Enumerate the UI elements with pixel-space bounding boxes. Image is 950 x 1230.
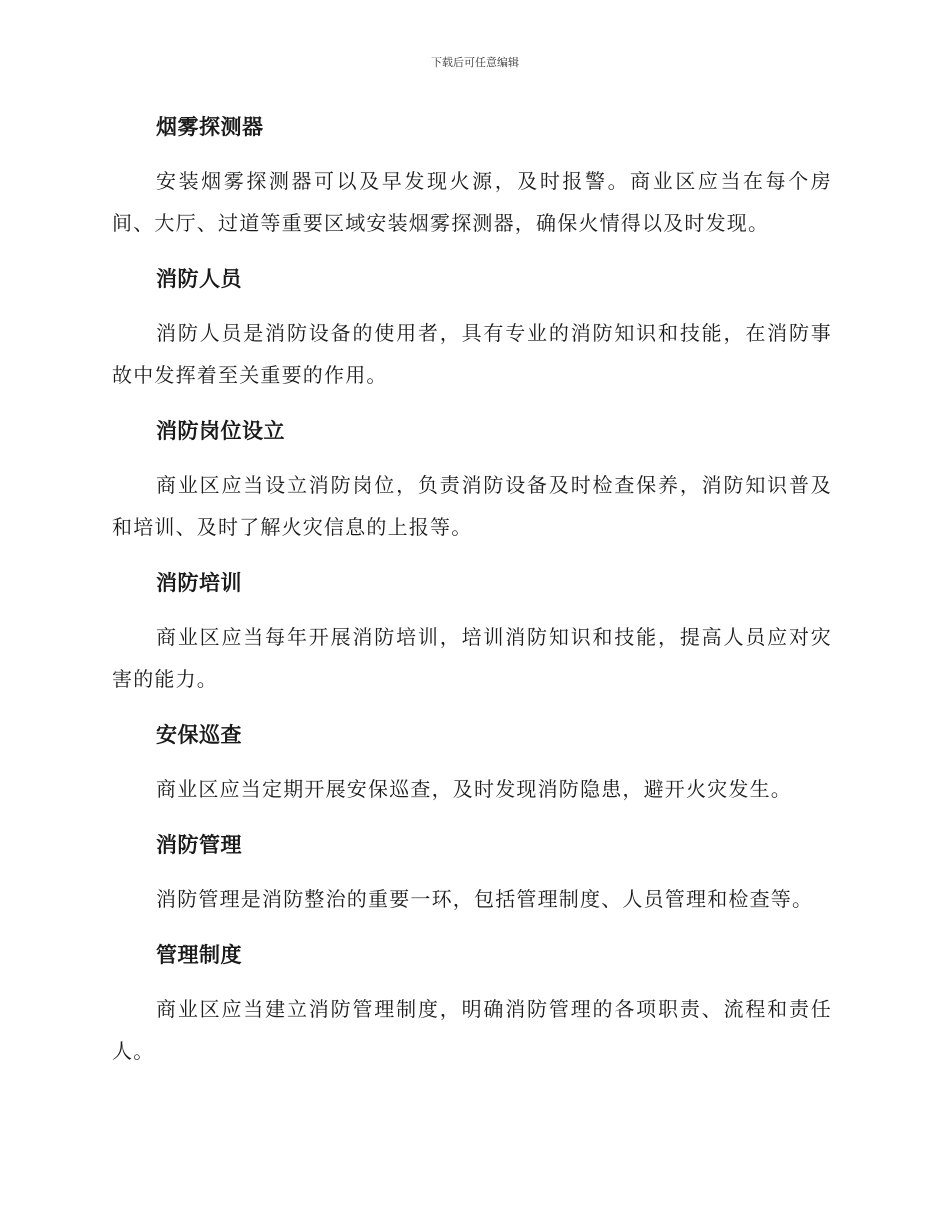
section-heading: 管理制度: [156, 943, 242, 967]
section-heading: 消防管理: [156, 833, 242, 857]
section-heading: 消防培训: [156, 571, 242, 595]
document-body: [112, 110, 832, 1090]
section-fire-training: [112, 566, 832, 700]
section-smoke-detector: [112, 110, 832, 244]
section-heading: 安保巡查: [156, 723, 242, 747]
section-fire-personnel: [112, 262, 832, 396]
section-paragraph: 商业区应当每年开展消防培训，培训消防知识和技能，提高人员应对灾害的能力。: [112, 625, 832, 691]
section-security-patrol: [112, 718, 832, 810]
section-heading: 消防岗位设立: [156, 419, 285, 443]
section-heading: 烟雾探测器: [156, 115, 264, 139]
section-paragraph: 商业区应当设立消防岗位，负责消防设备及时检查保养，消防知识普及和培训、及时了解火灾信息的上报等。: [112, 473, 832, 539]
section-heading: 消防人员: [156, 267, 242, 291]
section-paragraph: 商业区应当定期开展安保巡查，及时发现消防隐患，避开火灾发生。: [156, 777, 792, 801]
section-paragraph: 消防人员是消防设备的使用者，具有专业的消防知识和技能，在消防事故中发挥着至关重要的作用。: [112, 321, 832, 387]
section-paragraph: 消防管理是消防整治的重要一环，包括管理制度、人员管理和检查等。: [156, 887, 814, 911]
page-header: 下载后可任意编辑: [431, 56, 519, 69]
section-paragraph: 安装烟雾探测器可以及早发现火源，及时报警。商业区应当在每个房间、大厅、过道等重要区域安装烟雾探测器，确保火情得以及时发现。: [112, 169, 832, 235]
section-fire-posts: [112, 414, 832, 548]
section-management-system: [112, 938, 832, 1072]
section-fire-management: [112, 828, 832, 920]
section-paragraph: 商业区应当建立消防管理制度，明确消防管理的各项职责、流程和责任人。: [112, 997, 832, 1063]
